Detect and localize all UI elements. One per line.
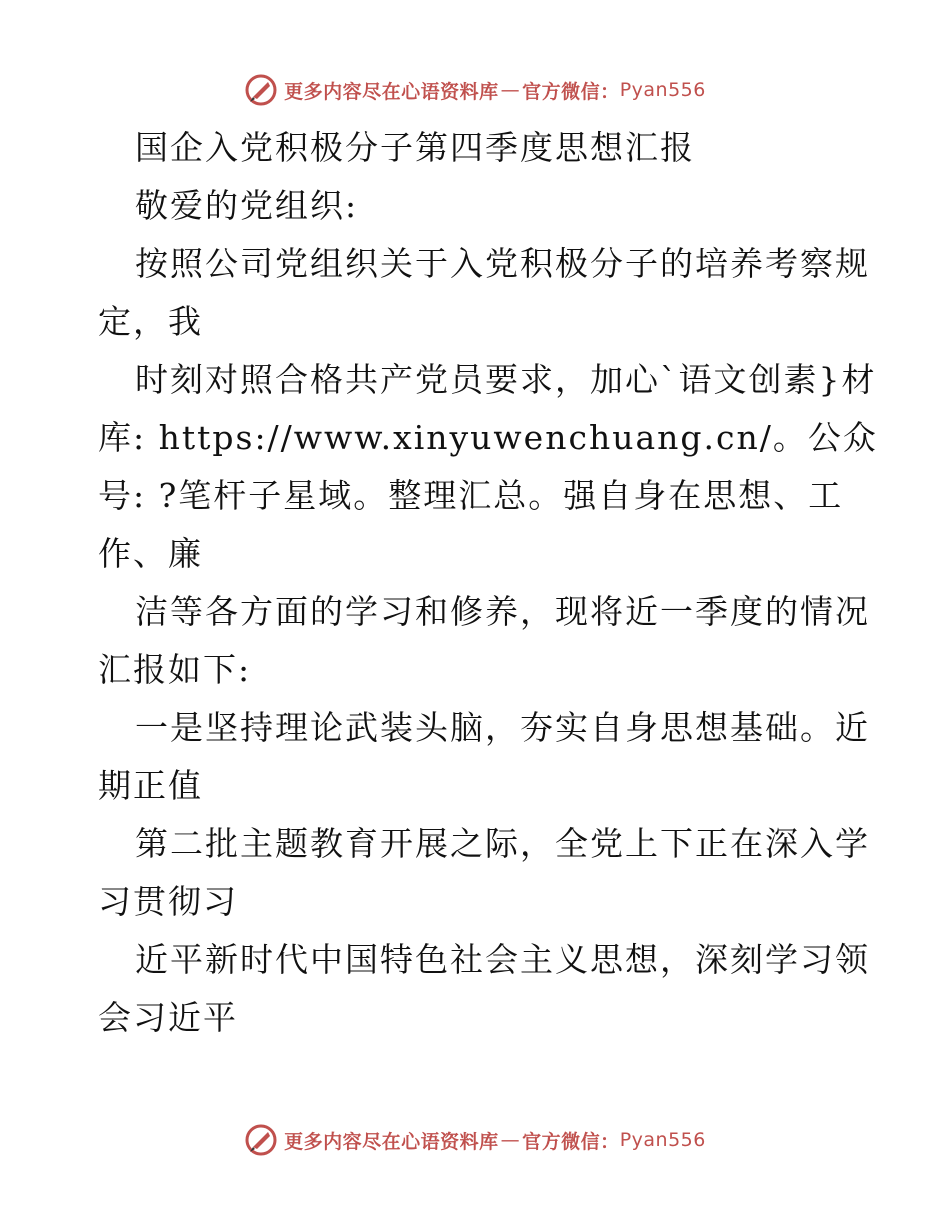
body-line: 一是坚持理论武装头脑，夯实自身思想基础。近 [135, 708, 870, 747]
salutation: 敬爱的党组织: [135, 186, 359, 225]
banner-wechat-id: Pyan556 [619, 1129, 706, 1151]
banner-dash: — [500, 1129, 521, 1151]
banner-dash: — [500, 79, 521, 101]
body-line: 会习近平 [98, 998, 238, 1037]
body-line: 作、廉 [98, 534, 203, 573]
body-line: 按照公司党组织关于入党积极分子的培养考察规 [135, 244, 870, 283]
banner-brand-text: 更多内容尽在心语资料库 [284, 80, 499, 103]
quill-logo-icon [244, 73, 278, 107]
banner-brand-text: 更多内容尽在心语资料库 [284, 1130, 499, 1153]
body-line: 第二批主题教育开展之际，全党上下正在深入学 [135, 824, 870, 863]
header-watermark-banner [0, 70, 950, 110]
body-line: 时刻对照合格共产党员要求，加心`语文创素}材 [135, 360, 877, 399]
body-line: 库: https://www.xinyuwenchuang.cn/。公众 [98, 418, 878, 457]
document-title: 国企入党积极分子第四季度思想汇报 [135, 128, 695, 167]
banner-wechat-label: 官方微信： [522, 1130, 620, 1153]
body-line: 习贯彻习 [98, 882, 238, 921]
body-line: 洁等各方面的学习和修养，现将近一季度的情况 [135, 592, 870, 631]
body-line: 近平新时代中国特色社会主义思想，深刻学习领 [135, 940, 870, 979]
quill-logo-icon [244, 1123, 278, 1157]
banner-wechat-id: Pyan556 [619, 79, 706, 101]
body-line: 定，我 [98, 302, 203, 341]
body-line: 汇报如下: [98, 650, 252, 689]
document-body [98, 119, 878, 1047]
footer-watermark-banner [0, 1120, 950, 1160]
body-line: 号: ?笔杆子星域。整理汇总。强自身在思想、工 [98, 476, 844, 515]
banner-wechat-label: 官方微信： [522, 80, 620, 103]
body-line: 期正值 [98, 766, 203, 805]
